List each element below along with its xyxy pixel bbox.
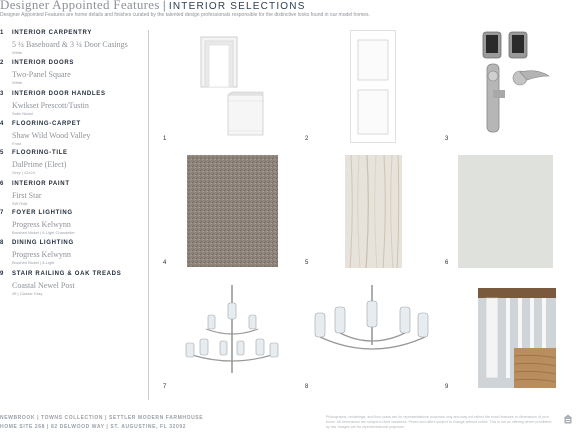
tile-swatch-image — [345, 155, 402, 268]
item-number: 7 — [0, 210, 4, 216]
item-note: Brushed Nickel | 5-Light — [12, 260, 55, 265]
item-name: DalPrime (Elect) — [12, 160, 67, 169]
image-caption-8: 8 — [305, 384, 309, 390]
image-caption-1: 1 — [163, 136, 167, 142]
item-label: FOYER LIGHTING — [12, 210, 73, 216]
item-name: Kwikset Prescott/Tustin — [12, 101, 89, 110]
item-label: INTERIOR DOOR HANDLES — [12, 91, 106, 97]
item-name: Progress Kelwynn — [12, 250, 71, 259]
item-name: Two-Panel Square — [12, 70, 71, 79]
carpentry-image — [195, 35, 270, 140]
section-title: INTERIOR SELECTIONS — [168, 1, 306, 12]
foyer-chandelier-image — [182, 285, 282, 385]
image-caption-2: 2 — [305, 136, 309, 142]
image-caption-4: 4 — [163, 260, 167, 266]
item-label: DINING LIGHTING — [12, 240, 74, 246]
item-number: 5 — [0, 150, 4, 156]
item-number: 3 — [0, 91, 4, 97]
item-note: Brushed Nickel | 9-Light Chandelier — [12, 230, 75, 235]
equal-housing-icon — [563, 414, 573, 424]
item-label: FLOORING-TILE — [12, 150, 68, 156]
stair-railing-image — [478, 288, 556, 388]
door-handle-image — [475, 30, 555, 135]
item-note: SW7646 — [12, 201, 28, 206]
item-note: Grey | 12x24 — [12, 170, 35, 175]
item-number: 9 — [0, 271, 4, 277]
item-label: INTERIOR DOORS — [12, 60, 75, 66]
carpet-swatch-image — [187, 155, 278, 267]
legal-disclaimer: Photographs, renderings, and floor plans are for representational purposes only and may not reflect the exact features or dimensions of your home. All dimensions are subject to field variations. Prices and offers subject to change without notice. This is not an offering where prohibited by law. Images are for representational purposes. — [326, 415, 552, 429]
item-note: White — [12, 80, 23, 85]
item-name: Shaw Wild Wood Valley — [12, 131, 91, 140]
title-separator: | — [162, 0, 166, 12]
item-label: FLOORING-CARPET — [12, 121, 81, 127]
paint-swatch-image — [458, 155, 553, 268]
item-name: Progress Kelwynn — [12, 220, 71, 229]
item-label: INTERIOR PAINT — [12, 181, 70, 187]
item-label: STAIR RAILING & OAK TREADS — [12, 271, 122, 277]
item-note: 2ft | Classic Gray — [12, 291, 43, 296]
image-caption-5: 5 — [305, 260, 309, 266]
image-caption-9: 9 — [445, 384, 449, 390]
image-caption-3: 3 — [445, 136, 449, 142]
column-divider — [148, 30, 149, 400]
item-name: 5 ¼ Baseboard & 3 ¼ Door Casings — [12, 40, 128, 49]
item-note: Frost — [12, 141, 22, 146]
community-footer — [0, 414, 203, 432]
item-label: INTERIOR CARPENTRY — [12, 30, 93, 36]
item-number: 2 — [0, 60, 4, 66]
item-number: 4 — [0, 121, 4, 127]
dining-chandelier-image — [310, 285, 435, 385]
item-note: White — [12, 50, 23, 55]
item-number: 1 — [0, 30, 4, 36]
door-image — [350, 30, 396, 143]
page-header — [0, 0, 576, 10]
item-number: 6 — [0, 181, 4, 187]
item-name: First Star — [12, 191, 42, 200]
footer-address-line: HOME SITE 268 | 82 DELWOOD WAY | ST. AUGUSTINE, FL 32092 — [0, 424, 187, 430]
page-title: Designer Appointed Features — [0, 0, 160, 12]
footer-collection-line: NEWBROOK | TOWNS COLLECTION | SETTLER MODERN FARMHOUSE — [0, 415, 204, 421]
item-name: Coastal Newel Post — [12, 281, 75, 290]
item-number: 8 — [0, 240, 4, 246]
page-subtitle: Designer Appointed Features are home details and finishes curated by the talented design professionals responsible for the distinctive looks found in our model homes. — [0, 12, 370, 18]
image-caption-6: 6 — [445, 260, 449, 266]
image-caption-7: 7 — [163, 384, 167, 390]
item-note: Satin Nickel — [12, 111, 34, 116]
